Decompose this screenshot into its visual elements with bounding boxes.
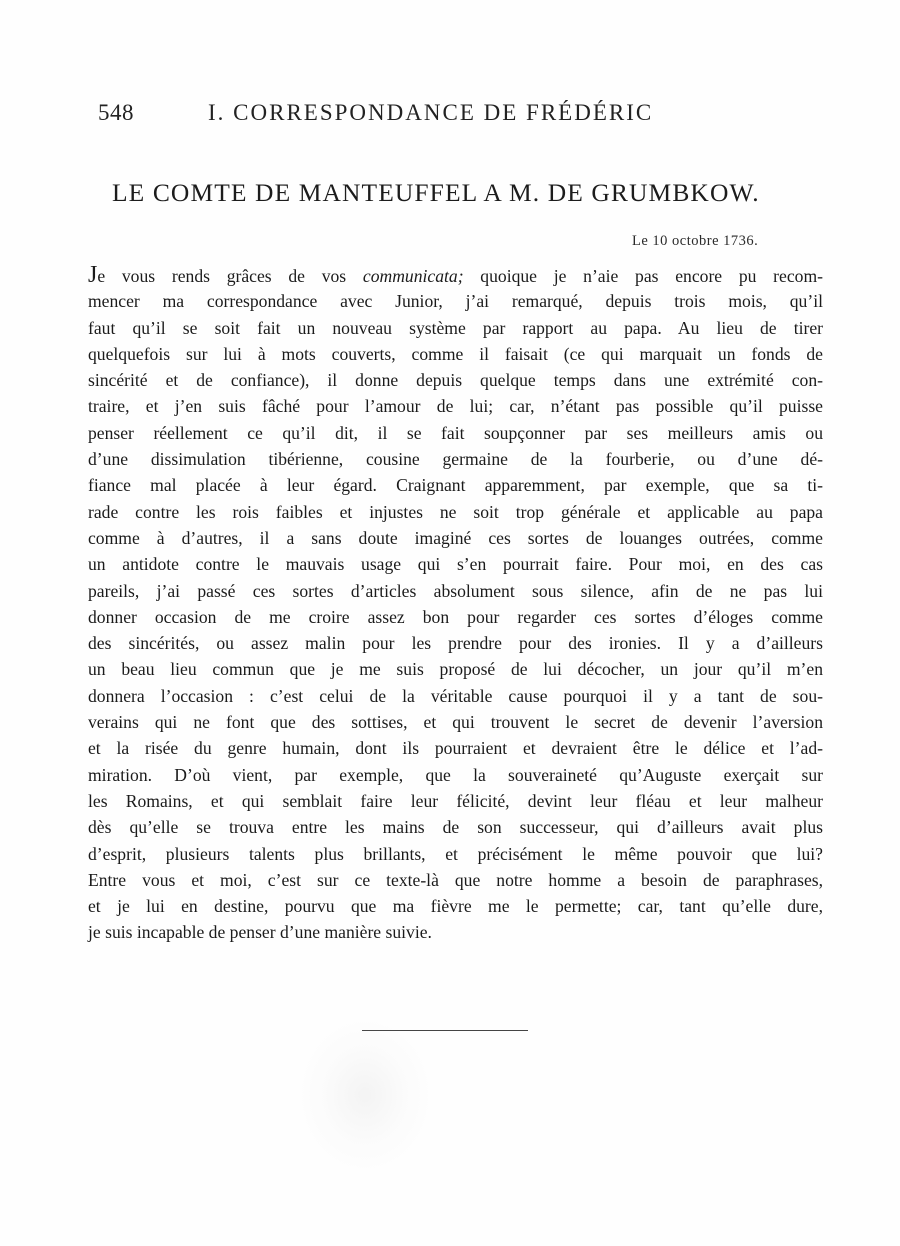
text-line — [88, 762, 823, 788]
text-line — [88, 472, 823, 498]
text-line — [88, 499, 823, 525]
text-run: sincérité et de confiance), il donne depuis quelque temps dans une extrémité con- — [88, 370, 823, 391]
text-line — [88, 841, 823, 867]
page-number: 548 — [98, 100, 134, 125]
drop-cap: J — [88, 262, 98, 288]
text-line — [88, 551, 823, 577]
text-line — [88, 315, 823, 341]
text-line — [88, 709, 823, 735]
text-run: des sincérités, ou assez malin pour les prendre pour des ironies. Il y a d’ailleurs — [88, 633, 823, 654]
text-line — [88, 814, 823, 840]
text-run: rade contre les rois faibles et injustes ne soit trop générale et applicable au papa — [88, 501, 823, 522]
text-run: les Romains, et qui semblait faire leur félicité, devint leur fléau et leur malheur — [88, 790, 823, 811]
text-run: traire, et j’en suis fâché pour l’amour de lui; car, n’étant pas possible qu’il puisse — [88, 396, 823, 417]
text-line — [88, 893, 823, 919]
text-run: donnera l’occasion : c’est celui de la véritable cause pourquoi il y a tant de sou- — [88, 685, 823, 706]
italic-word: communicata; — [362, 266, 464, 286]
text-line — [88, 288, 823, 314]
text-run: d’esprit, plusieurs talents plus brillants, et précisément le même pouvoir que lui? — [88, 843, 823, 864]
text-line — [88, 341, 823, 367]
text-line — [88, 604, 823, 630]
text-line — [88, 367, 823, 393]
text-run: pareils, j’ai passé ces sortes d’articles absolument sous silence, afin de ne pas lui — [88, 580, 823, 601]
text-line — [88, 735, 823, 761]
text-run: comme à d’autres, il a sans doute imaginé ces sortes de louanges outrées, comme — [88, 527, 823, 548]
letter-title: LE COMTE DE MANTEUFFEL A M. DE GRUMBKOW. — [112, 178, 760, 207]
text-run: quelquefois sur lui à mots couverts, comme il faisait (ce qui marquait un fonds de — [88, 343, 823, 364]
text-line — [88, 393, 823, 419]
text-line — [88, 656, 823, 682]
text-run: un antidote contre le mauvais usage qui s’en pourrait faire. Pour moi, en des cas — [88, 554, 823, 575]
text-run: un beau lieu commun que je me suis proposé de lui décocher, un jour qu’il m’en — [88, 659, 823, 680]
text-line — [88, 788, 823, 814]
text-run: penser réellement ce qu’il dit, il se fait soupçonner par ses meilleurs amis ou — [88, 422, 823, 443]
text-run: Entre vous et moi, c’est sur ce texte-là que notre homme a besoin de paraphrases, — [88, 869, 823, 890]
text-line — [88, 420, 823, 446]
text-run: dès qu’elle se trouva entre les mains de son successeur, qui d’ailleurs avait plus — [88, 817, 823, 838]
text-run: quoique je n’aie pas encore pu recom- — [463, 266, 823, 286]
letter-body — [88, 262, 823, 946]
text-line — [88, 578, 823, 604]
text-line — [88, 630, 823, 656]
text-run: mencer ma correspondance avec Junior, j’ai remarqué, depuis trois mois, qu’il — [88, 291, 823, 312]
running-head — [98, 100, 718, 130]
text-line — [88, 525, 823, 551]
text-line — [88, 446, 823, 472]
text-run: miration. D’où vient, par exemple, que la souveraineté qu’Auguste exerçait sur — [88, 764, 823, 785]
letter-date: Le 10 octobre 1736. — [632, 233, 759, 249]
text-line — [88, 867, 823, 893]
text-run: et la risée du genre humain, dont ils pourraient et devraient être le délice et l’ad- — [88, 738, 823, 759]
text-line — [88, 683, 823, 709]
text-run: et je lui en destine, pourvu que ma fièvre me le permette; car, tant qu’elle dure, — [88, 896, 823, 917]
text-run: faut qu’il se soit fait un nouveau système par rapport au papa. Au lieu de tirer — [88, 317, 823, 338]
paper-smudge — [300, 1020, 430, 1170]
text-run: d’une dissimulation tibérienne, cousine germaine de la fourberie, ou d’une dé- — [88, 449, 823, 470]
text-line — [88, 262, 823, 288]
running-title: I. CORRESPONDANCE DE FRÉDÉRIC — [208, 100, 654, 125]
text-run: fiance mal placée à leur égard. Craignant apparemment, par exemple, que sa ti- — [88, 475, 823, 496]
text-run: verains qui ne font que des sottises, et qui trouvent le secret de devenir l’aversion — [88, 712, 823, 733]
text-run: je suis incapable de penser d’une manière suivie. — [88, 922, 432, 943]
text-run: donner occasion de me croire assez bon pour regarder ces sortes d’éloges comme — [88, 606, 823, 627]
text-run: e vous rends grâces de vos — [97, 266, 363, 286]
text-line — [88, 919, 823, 945]
